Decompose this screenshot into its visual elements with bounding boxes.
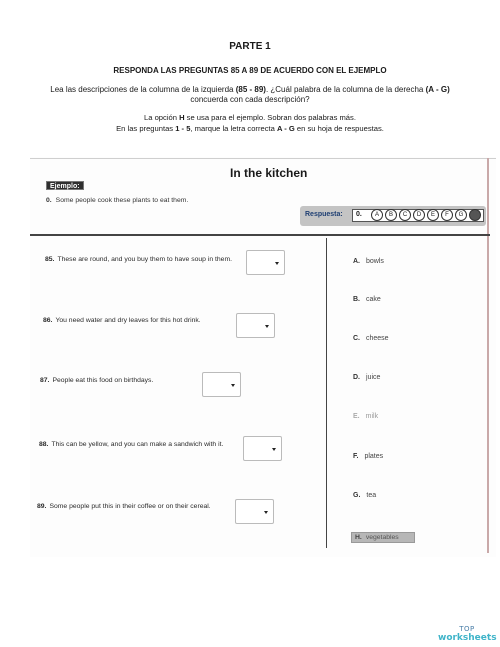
answer-dropdown-87[interactable] (202, 372, 241, 397)
instruction-description: Lea las descripciones de la columna de la izquierda (85 - 89). ¿Cuál palabra de la columna de la derecha (A - G) concuerda con cada descripción? (50, 85, 450, 104)
scan-top-edge (30, 158, 496, 159)
bubble-d: D (413, 209, 425, 221)
answer-dropdown-89[interactable] (235, 499, 274, 524)
answer-option-e: E. milk (353, 413, 379, 420)
answer-option-a: A. bowls (353, 258, 384, 265)
instruction-title: RESPONDA LAS PREGUNTAS 85 A 89 DE ACUERDO CON EL EJEMPLO (113, 66, 387, 75)
section-divider (30, 234, 490, 236)
answer-dropdown-86[interactable] (236, 313, 275, 338)
answer-dropdown-88[interactable] (243, 436, 282, 461)
bubble-c: C (399, 209, 411, 221)
answer-dropdown-85[interactable] (246, 250, 285, 275)
answer-option-g: G. tea (353, 492, 377, 499)
bubble-e: E (427, 209, 439, 221)
answer-option-d: D. juice (353, 374, 381, 381)
response-number: 0. (356, 211, 362, 218)
logo-bottom-text: worksheets (438, 633, 497, 643)
answer-option-h: H. vegetables (351, 532, 415, 543)
topworksheets-logo (438, 625, 496, 643)
worksheet-title: In the kitchen (230, 166, 308, 180)
answer-option-c: C. cheese (353, 335, 389, 342)
bubble-a: A (371, 209, 383, 221)
example-tag: Ejemplo: (46, 181, 84, 190)
scan-right-edge (487, 158, 489, 553)
question-88: 88. This can be yellow, and you can make a sandwich with it. (39, 441, 224, 448)
option-note: La opción H se usa para el ejemplo. Sobran dos palabras más. (144, 113, 356, 122)
response-note: En las preguntas 1 - 5, marque la letra correcta A - G en su hoja de respuestas. (116, 124, 384, 133)
answer-option-f: F. plates (353, 453, 384, 460)
part-title: PARTE 1 (229, 41, 271, 52)
example-question: 0. Some people cook these plants to eat them. (46, 197, 189, 204)
answer-option-b: B. cake (353, 296, 381, 303)
question-85: 85. These are round, and you buy them to have soup in them. (45, 256, 233, 263)
question-86: 86. You need water and dry leaves for this hot drink. (43, 317, 201, 324)
bubble-h-filled: H (469, 209, 481, 221)
bubble-f: F (441, 209, 453, 221)
column-divider (326, 238, 327, 548)
question-87: 87. People eat this food on birthdays. (40, 377, 154, 384)
response-label: Respuesta: (305, 211, 343, 218)
question-89: 89. Some people put this in their coffee or on their cereal. (37, 503, 211, 510)
bubble-g: G (455, 209, 467, 221)
bubble-b: B (385, 209, 397, 221)
logo-top-text: TOP (459, 625, 475, 633)
